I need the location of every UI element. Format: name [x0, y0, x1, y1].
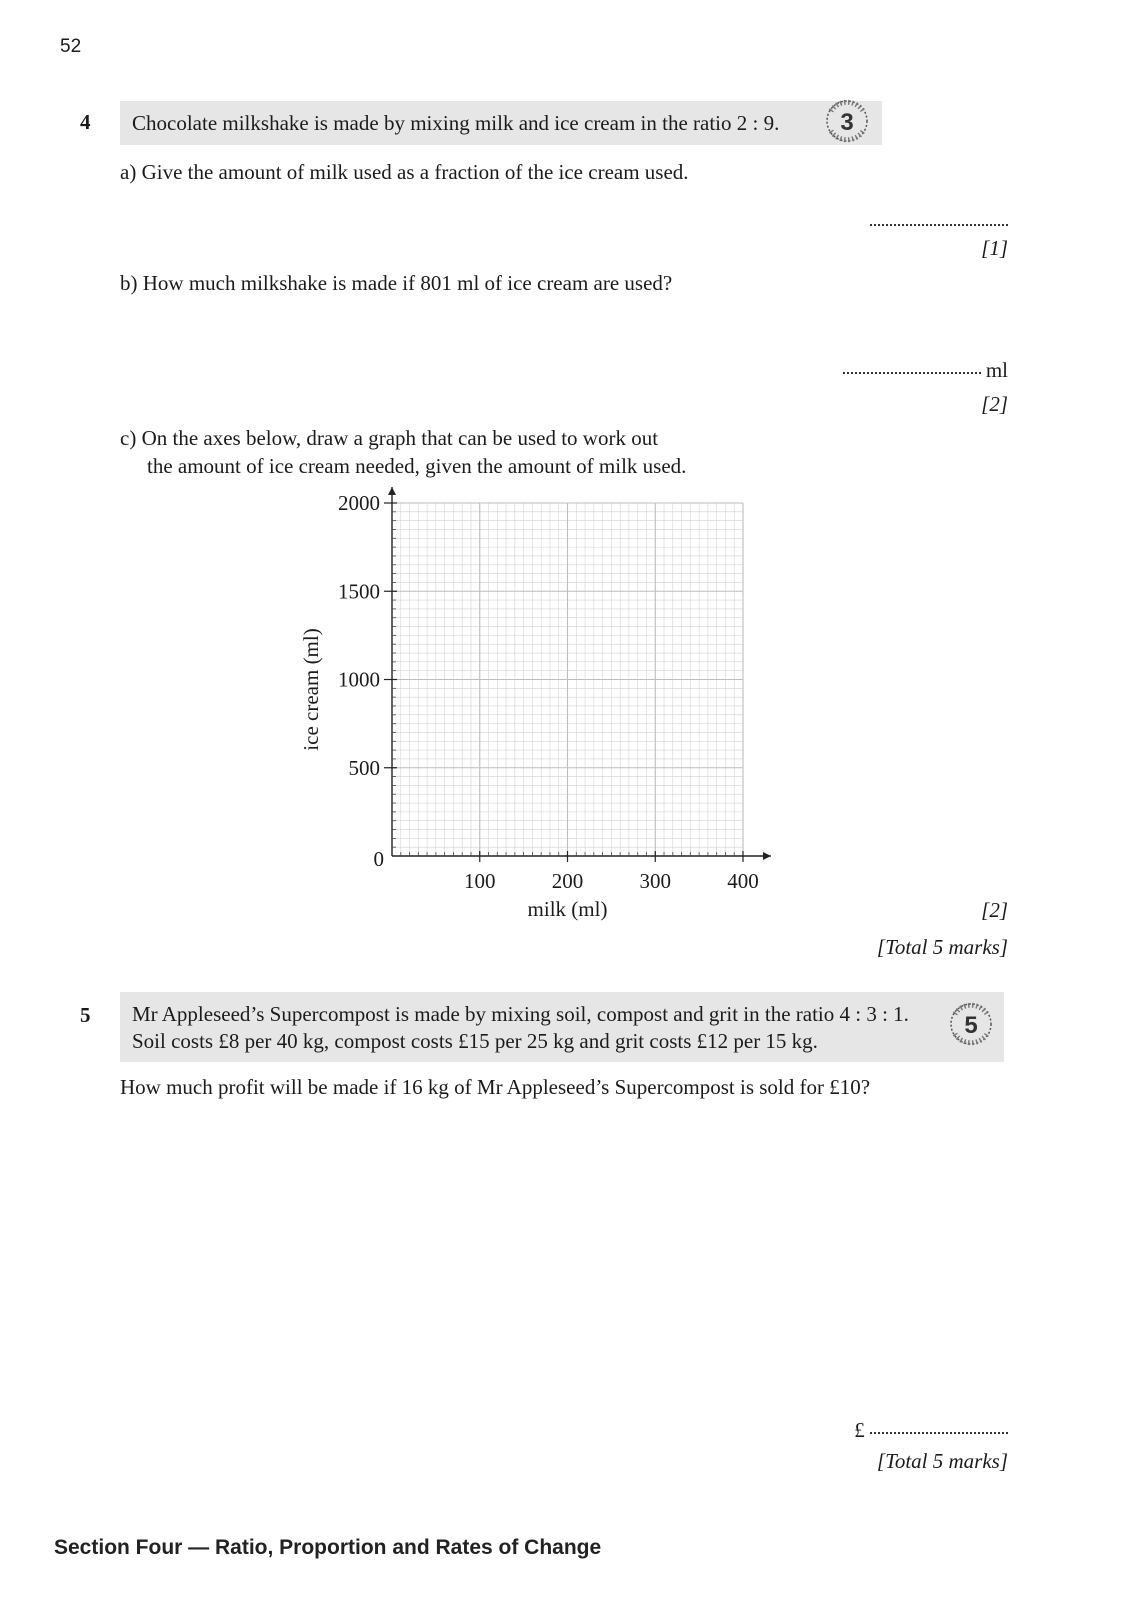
- y-tick-label: 1500: [338, 579, 380, 604]
- question-4b-unit: ml: [985, 358, 1008, 382]
- ice-cream-milk-graph-axes[interactable]: [280, 480, 780, 930]
- question-5-currency: £: [854, 1418, 865, 1442]
- x-tick-label: 100: [464, 869, 496, 893]
- question-4-total-marks: [Total 5 marks]: [876, 935, 1008, 959]
- question-5-prompt-box: [120, 992, 1004, 1062]
- question-5-text: How much profit will be made if 16 kg of Mr Appleseed’s Supercompost is sold for £10?: [120, 1075, 871, 1099]
- question-4c-text-line-1: c) On the axes below, draw a graph that can be used to work out: [120, 426, 659, 450]
- question-4c-marks: [2]: [981, 898, 1008, 922]
- question-4a-marks: [1]: [981, 236, 1008, 260]
- grade-3-badge-number: 3: [840, 109, 854, 136]
- question-5-total-marks: [Total 5 marks]: [876, 1449, 1008, 1473]
- question-4b-marks: [2]: [981, 392, 1008, 416]
- question-4a-text: a) Give the amount of milk used as a fraction of the ice cream used.: [120, 160, 689, 184]
- grade-3-badge-icon: [823, 97, 871, 145]
- question-4a-answer-line[interactable]: [870, 210, 1008, 235]
- y-tick-label: 500: [348, 755, 380, 780]
- question-4b-text: b) How much milkshake is made if 801 ml of ice cream are used?: [120, 271, 673, 295]
- y-axis-label: ice cream (ml): [299, 628, 323, 751]
- y-tick-label: 0: [373, 847, 384, 871]
- y-tick-label: 1000: [338, 667, 380, 692]
- question-5-prompt-line-2: Soil costs £8 per 40 kg, compost costs £15 per 25 kg and grit costs £12 per 15 kg.: [132, 1029, 818, 1053]
- x-axis-label: milk (ml): [527, 897, 608, 921]
- page-number: 52: [60, 36, 82, 57]
- question-5-answer-line[interactable]: [854, 1418, 1008, 1443]
- y-axis-arrow-icon: [388, 487, 396, 495]
- question-5-prompt-line-1: Mr Appleseed’s Supercompost is made by mixing soil, compost and grit in the ratio 4 : 3 : 1.: [132, 1002, 909, 1026]
- x-tick-label: 200: [551, 869, 584, 893]
- grade-5-badge-icon: [947, 1000, 995, 1048]
- x-axis-arrow-icon: [763, 852, 771, 860]
- grade-5-badge-number: 5: [964, 1012, 978, 1039]
- question-4b-answer-line[interactable]: [843, 358, 1008, 383]
- question-4-number: 4: [80, 110, 91, 134]
- question-4-prompt-box: [120, 101, 882, 145]
- x-tick-label: 300: [639, 869, 671, 893]
- question-4-prompt: Chocolate milkshake is made by mixing milk and ice cream in the ratio 2 : 9.: [132, 111, 780, 135]
- question-4c-text-line-2: the amount of ice cream needed, given the amount of milk used.: [147, 454, 687, 478]
- y-tick-label: 2000: [338, 491, 380, 515]
- section-footer: Section Four — Ratio, Proportion and Rates of Change: [54, 1536, 602, 1559]
- x-tick-label: 400: [727, 869, 759, 893]
- question-5-number: 5: [80, 1003, 91, 1027]
